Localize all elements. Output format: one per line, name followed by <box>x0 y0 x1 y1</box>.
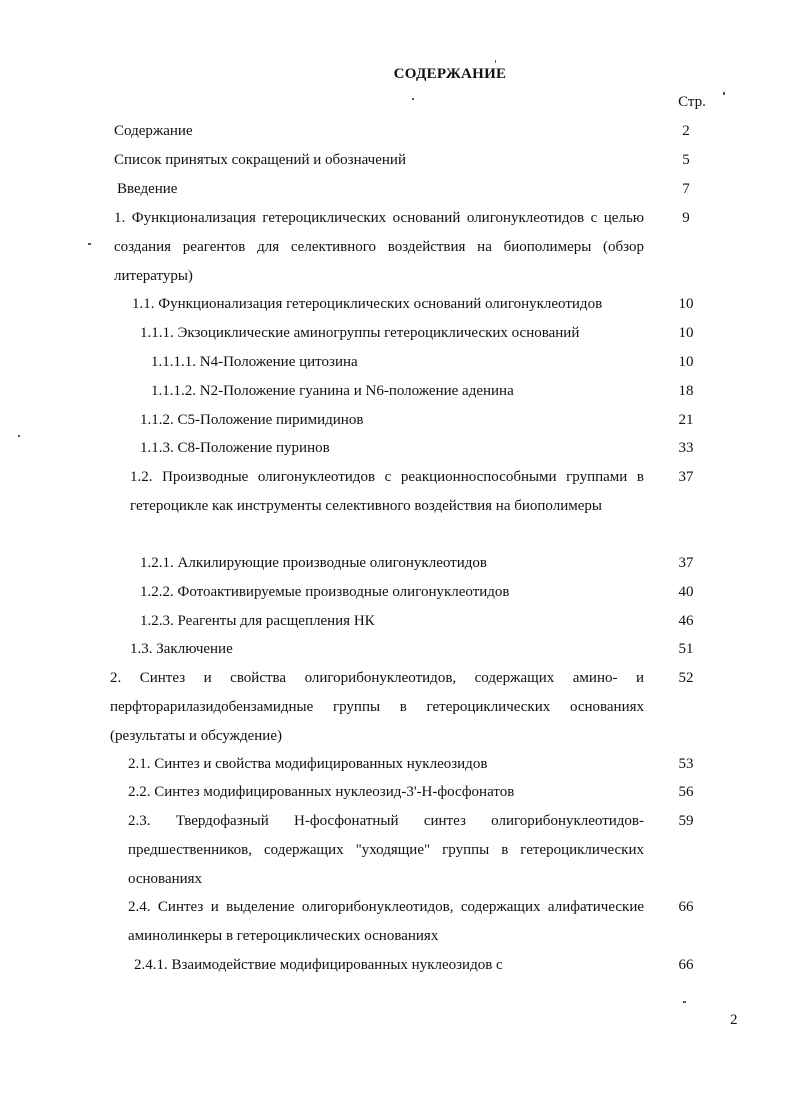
toc-entry-text: 2.4.1. Взаимодействие модифицированных нуклеозидов с <box>134 957 503 973</box>
toc-entry-text: 2.1. Синтез и свойства модифицированных нуклеозидов <box>128 756 488 772</box>
toc-entry <box>134 951 694 980</box>
toc-entry <box>140 319 694 348</box>
toc-entry-text: 1.2.3. Реагенты для расщепления НК <box>140 613 375 629</box>
toc-entry <box>128 750 694 779</box>
toc-entry <box>128 893 694 951</box>
toc-entry-text: 1.2.2. Фотоактивируемые производные олигонуклеотидов <box>140 584 510 600</box>
toc-entry-page: 66 <box>678 899 694 915</box>
scan-speck <box>495 60 496 63</box>
toc-entry-page: 10 <box>678 354 694 370</box>
toc-entry-page: 56 <box>678 784 694 800</box>
toc-entry <box>132 290 694 319</box>
scan-speck <box>88 243 91 245</box>
toc-entry-text: Содержание <box>114 123 193 139</box>
toc-entry-text: 2.2. Синтез модифицированных нуклеозид-3'-Н-фосфонатов <box>128 784 515 800</box>
toc-entry-text: 1.2. Производные олигонуклеотидов с реакционноспособными группами в гетероцикле как инструменты селективного воздействия на биополимеры <box>130 469 644 514</box>
toc-entry <box>114 204 690 290</box>
toc-entry-page: 5 <box>682 152 690 168</box>
toc-entry-text: 1.1. Функционализация гетероциклических оснований олигонуклеотидов <box>132 296 603 312</box>
toc-entry-text: 1.1.2. C5-Положение пиримидинов <box>140 412 364 428</box>
toc-entry-page: 10 <box>678 325 694 341</box>
toc-entry <box>130 463 694 521</box>
page-column-header: Стр. <box>678 94 706 110</box>
toc-entry-page: 9 <box>682 210 690 226</box>
toc-entry-text: Введение <box>117 181 178 197</box>
toc-entry <box>110 664 694 750</box>
toc-entry <box>128 778 694 807</box>
toc-entry <box>140 578 694 607</box>
toc-entry-text: 1.1.1.2. N2-Положение гуанина и N6-положение аденина <box>151 383 514 399</box>
toc-entry-text: 2.3. Твердофазный Н-фосфонатный синтез олигорибонуклеотидов-предшественников, содержащих "уходящие" группы в гетероциклических основаниях <box>128 813 644 887</box>
toc-entry-text: Список принятых сокращений и обозначений <box>114 152 406 168</box>
toc-entry-page: 51 <box>678 641 694 657</box>
toc-entry-text: 1.1.3. C8-Положение пуринов <box>140 440 330 456</box>
toc-entry <box>130 635 694 664</box>
toc-entry-page: 10 <box>678 296 694 312</box>
toc-entry-page: 2 <box>682 123 690 139</box>
toc-entry <box>128 807 694 893</box>
toc-entry-page: 66 <box>678 957 694 973</box>
toc-entry-text: 1.1.1.1. N4-Положение цитозина <box>151 354 358 370</box>
toc-entry-text: 1.2.1. Алкилирующие производные олигонуклеотидов <box>140 555 487 571</box>
toc-entry <box>114 117 690 146</box>
toc-entry <box>140 406 694 435</box>
toc-entry <box>114 146 690 175</box>
scan-speck <box>412 98 414 100</box>
toc-entry-page: 18 <box>678 383 694 399</box>
toc-entry-page: 37 <box>678 555 694 571</box>
toc-entry-page: 46 <box>678 613 694 629</box>
toc-entry-page: 59 <box>678 813 694 829</box>
toc-entry-text: 1.1.1. Экзоциклические аминогруппы гетероциклических оснований <box>140 325 580 341</box>
toc-entry-page: 52 <box>678 670 694 686</box>
scan-speck <box>18 435 20 437</box>
scan-speck <box>683 1001 686 1003</box>
toc-entry-text: 2. Синтез и свойства олигорибонуклеотидов, содержащих амино- и перфторарилазидобензамидные группы в гетероциклических основаниях (результаты и обсуждение) <box>110 670 644 744</box>
toc-entry <box>151 377 694 406</box>
toc-entry-page: 53 <box>678 756 694 772</box>
page-number: 2 <box>730 1012 738 1028</box>
toc-entry-page: 7 <box>682 181 690 197</box>
toc-entry-page: 21 <box>678 412 694 428</box>
toc-entry-page: 33 <box>678 440 694 456</box>
toc-entry-text: 1.3. Заключение <box>130 641 233 657</box>
toc-entry-page: 40 <box>678 584 694 600</box>
toc-entry <box>140 607 694 636</box>
scan-speck <box>723 92 725 95</box>
toc-entry <box>151 348 694 377</box>
toc-entry <box>140 434 694 463</box>
toc-entry <box>140 549 694 578</box>
page-title: СОДЕРЖАНИЕ <box>393 66 507 82</box>
toc-entry-page: 37 <box>678 469 694 485</box>
toc-entry-text: 2.4. Синтез и выделение олигорибонуклеотидов, содержащих алифатические аминолинкеры в гетероциклических основаниях <box>128 899 644 944</box>
toc-entry-text: 1. Функционализация гетероциклических оснований олигонуклеотидов с целью создания реагентов для селективного воздействия на биополимеры (обзор литературы) <box>114 210 644 284</box>
toc-entry <box>117 175 690 204</box>
